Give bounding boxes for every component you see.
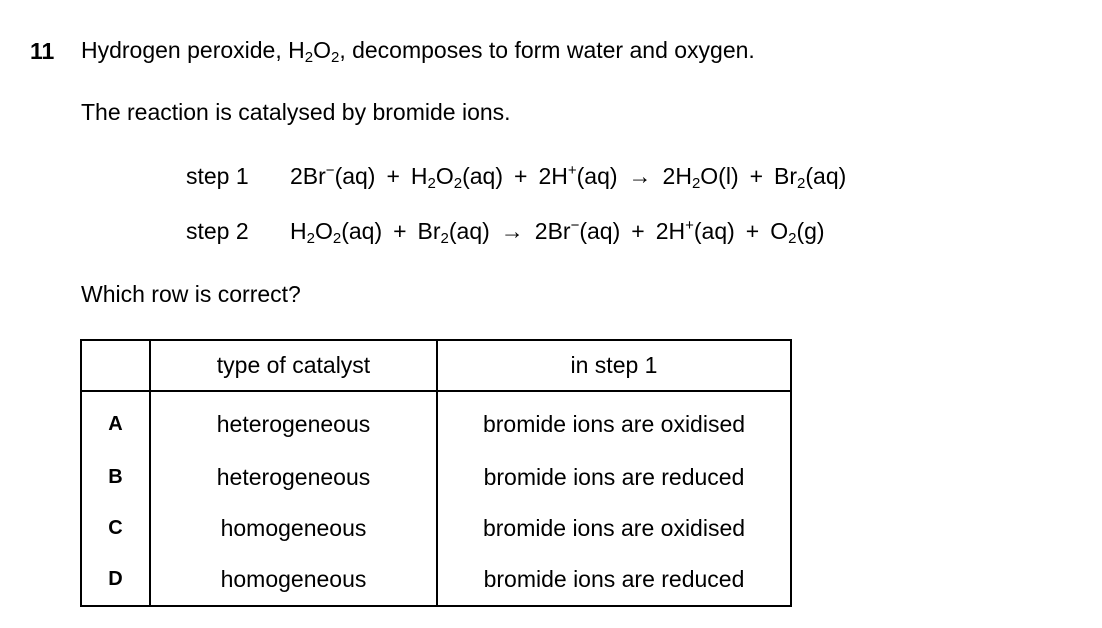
catalyst-type-cell: homogeneous bbox=[150, 503, 437, 554]
step-1-cell: bromide ions are reduced bbox=[437, 452, 791, 503]
intro-text-end: , decomposes to form water and oxygen. bbox=[339, 37, 755, 63]
option-letter: B bbox=[81, 452, 150, 503]
intro-subscript-1: 2 bbox=[304, 49, 314, 66]
catalyst-type-cell: heterogeneous bbox=[150, 452, 437, 503]
table-row[interactable] bbox=[81, 452, 791, 503]
catalyst-type-cell: homogeneous bbox=[150, 554, 437, 606]
step-1-equation: $2Br^-(aq) + H_2O_2(aq) + 2H^+(aq) \to 2H_2O(l) + Br_2(aq)$ bbox=[290, 162, 847, 192]
table-header-row bbox=[81, 340, 791, 391]
table-row[interactable] bbox=[81, 503, 791, 554]
question-prompt: Which row is correct? bbox=[81, 281, 301, 307]
header-type-of-catalyst: type of catalyst bbox=[150, 340, 437, 391]
step-1-label: step 1 bbox=[186, 163, 249, 189]
step-1-row bbox=[186, 163, 846, 190]
intro-text-mid: O bbox=[313, 37, 331, 63]
table-row[interactable] bbox=[81, 554, 791, 606]
option-letter: D bbox=[81, 554, 150, 606]
step-1-cell: bromide ions are oxidised bbox=[437, 503, 791, 554]
step-1-cell: bromide ions are reduced bbox=[437, 554, 791, 606]
intro-subscript-2: 2 bbox=[330, 49, 340, 66]
catalyst-type-cell: heterogeneous bbox=[150, 391, 437, 452]
step-2-row bbox=[186, 218, 825, 245]
answer-table bbox=[80, 339, 792, 607]
step-2-label: step 2 bbox=[186, 218, 249, 244]
step-1-cell: bromide ions are oxidised bbox=[437, 391, 791, 452]
header-in-step-1: in step 1 bbox=[437, 340, 791, 391]
table-row[interactable] bbox=[81, 391, 791, 452]
option-letter: C bbox=[81, 503, 150, 554]
question-intro bbox=[81, 37, 755, 64]
step-2-equation: $H_2O_2(aq) + Br_2(aq) \to 2Br^-(aq) + 2H^+(aq) + O_2(g)$ bbox=[290, 217, 825, 247]
header-letter bbox=[81, 340, 150, 391]
catalyst-sentence: The reaction is catalysed by bromide ions. bbox=[81, 99, 511, 125]
option-letter: A bbox=[81, 391, 150, 452]
question-number: 11 bbox=[30, 38, 55, 64]
intro-text-start: Hydrogen peroxide, H bbox=[81, 37, 305, 63]
